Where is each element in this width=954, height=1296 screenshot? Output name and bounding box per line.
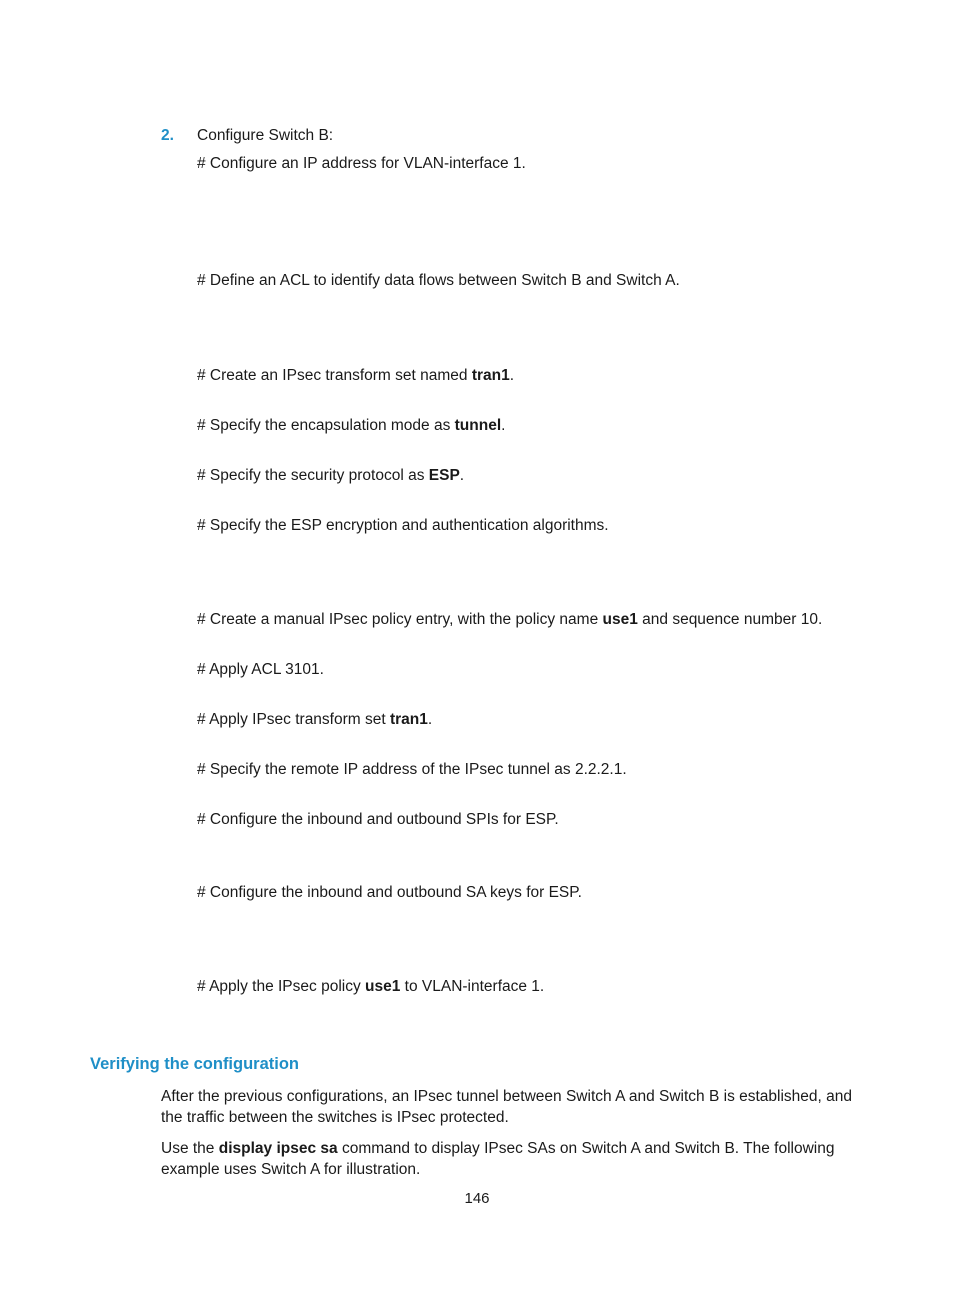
step-text-suffix: . <box>509 367 515 384</box>
step-number: 2. <box>161 127 174 144</box>
step-line-ip-address <box>197 154 526 174</box>
step-keyword: tran1 <box>471 367 510 384</box>
page-number: 146 <box>464 1190 490 1207</box>
section-paragraph-2 <box>161 1138 871 1180</box>
step-text-suffix: . <box>501 417 506 434</box>
step-line-remote-ip <box>197 760 627 780</box>
step-text: # Apply IPsec transform set <box>197 711 390 728</box>
command-keyword: display ipsec sa <box>218 1140 338 1157</box>
step-keyword: ESP <box>428 467 460 484</box>
step-text: # Configure the inbound and outbound SA keys for ESP. <box>197 884 582 901</box>
step-line-encapsulation <box>197 416 505 436</box>
step-text: # Configure an IP address for VLAN-interface 1. <box>197 155 526 172</box>
paragraph-text: Use the <box>161 1140 219 1157</box>
step-keyword: tran1 <box>389 711 428 728</box>
step-text: # Create a manual IPsec policy entry, with the policy name <box>197 611 603 628</box>
step-text: # Apply ACL 3101. <box>197 661 324 678</box>
step-line-policy-entry <box>197 610 822 630</box>
section-heading: Verifying the configuration <box>90 1055 300 1073</box>
step-line-security-protocol <box>197 466 464 486</box>
section-paragraph-1: After the previous configurations, an IPsec tunnel between Switch A and Switch B is established, and the traffic between the switches is IPsec protected. <box>161 1088 853 1126</box>
step-text: # Specify the security protocol as <box>197 467 429 484</box>
step-text: # Specify the remote IP address of the IPsec tunnel as 2.2.2.1. <box>197 761 627 778</box>
step-text-suffix: and sequence number 10. <box>637 611 823 628</box>
step-line-spis <box>197 810 559 830</box>
step-keyword: use1 <box>602 611 638 628</box>
step-text: # Define an ACL to identify data flows between Switch B and Switch A. <box>197 272 680 289</box>
step-line-apply-policy <box>197 977 544 997</box>
step-line-apply-transform-set <box>197 710 432 730</box>
step-title: Configure Switch B: <box>197 127 334 144</box>
step-keyword: tunnel <box>454 417 502 434</box>
step-text: # Specify the encapsulation mode as <box>197 417 455 434</box>
step-text: # Create an IPsec transform set named <box>197 367 472 384</box>
step-line-sa-keys <box>197 883 582 903</box>
step-line-transform-set <box>197 366 514 386</box>
step-text-suffix: . <box>459 467 465 484</box>
step-text-suffix: . <box>427 711 433 728</box>
step-text: # Apply the IPsec policy <box>197 978 366 995</box>
step-line-apply-acl <box>197 660 324 680</box>
paragraph-text-suffix: command to display IPsec SAs on Switch A and Switch B. The following example uses Switch A for illustration. <box>161 1140 835 1178</box>
step-text: # Specify the ESP encryption and authentication algorithms. <box>197 517 609 534</box>
step-text-suffix: to VLAN-interface 1. <box>400 978 545 995</box>
step-keyword: use1 <box>365 978 401 995</box>
step-text: # Configure the inbound and outbound SPIs for ESP. <box>197 811 559 828</box>
step-line-algorithms <box>197 516 609 536</box>
step-line-define-acl <box>197 271 680 291</box>
